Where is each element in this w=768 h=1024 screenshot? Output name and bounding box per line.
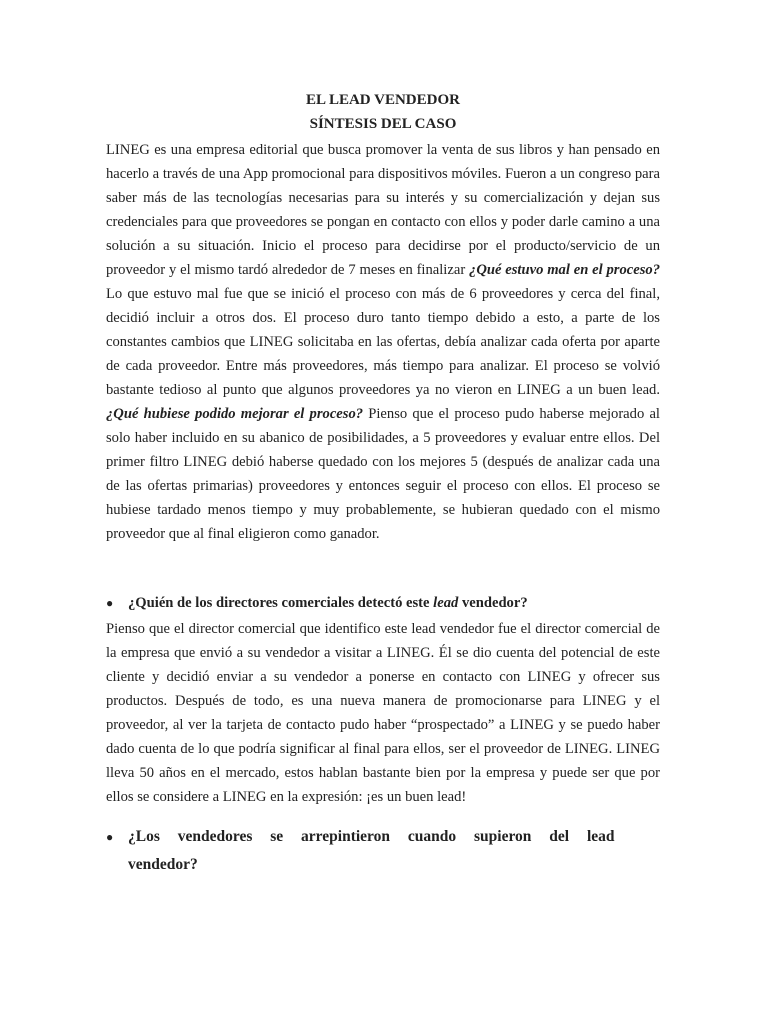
bullet-text-line: ¿Los vendedores se arrepintieron cuando supieron del lead [128, 828, 615, 845]
bullet-icon: ● [106, 596, 114, 610]
bullet-text-line: vendedor? [128, 856, 198, 873]
paragraph-text: Pienso que el proceso pudo haberse mejorado al solo haber incluido en su abanico de posibilidades, a 5 proveedores y evaluar entre ellos. Del primer filtro LINEG debió haberse quedado con los mejores 5 (después de analizar cada una de las ofertas primarias) proveedores y entonces seguir el proceso con ellos. El proceso se hubiese tardado menos tiempo y muy probablemente, se hubieran quedado con el mismo proveedor que al final eligieron como ganador. [106, 406, 660, 542]
bullet-text-part: ¿Quién de los directores comerciales detectó este [128, 595, 434, 611]
bullet-text-italic: lead [433, 595, 459, 611]
document-title: EL LEAD VENDEDOR [306, 92, 460, 108]
paragraph-text: LINEG es una empresa editorial que busca promover la venta de sus libros y han pensado en hacerlo a través de una App promocional para dispositivos móviles. Fueron a un congreso para saber más de las tecnologías necesarias para su interés y su comercialización y dejan sus credenciales para que proveedores se pongan en contacto con ellos y poder darle camino a una solución a su situación. Inicio el proceso para decidirse por el producto/servicio de un proveedor y el mismo tardó alrededor de 7 meses en finalizar [106, 142, 660, 278]
document-subtitle: SÍNTESIS DEL CASO [309, 116, 457, 132]
bullet-icon: ● [106, 830, 114, 844]
question-what-could-improve: ¿Qué hubiese podido mejorar el proceso? [106, 406, 364, 422]
case-summary-paragraph [106, 138, 660, 546]
document-page [106, 88, 660, 879]
bullet-question-sellers [106, 823, 660, 879]
bullet-text-part: vendedor? [458, 595, 528, 611]
bullet-text [128, 591, 660, 615]
bullet-text [128, 823, 660, 879]
question-what-went-wrong: ¿Qué estuvo mal en el proceso? [469, 262, 661, 278]
bullet-question-director [106, 591, 660, 615]
director-answer-paragraph: Pienso que el director comercial que identifico este lead vendedor fue el director comercial de la empresa que envió a su vendedor a visitar a LINEG. Él se dio cuenta del potencial de este cliente y decidió enviar a su vendedor a ponerse en contacto con LINEG y ofrecer sus productos. Después de todo, es una nueva manera de promocionarse para LINEG y el proveedor, al ver la tarjeta de contacto pudo haber “prospectado” a LINEG y se puedo haber dado cuenta de lo que podría significar al final para ellos, ser el proveedor de LINEG. LINEG lleva 50 años en el mercado, estos hablan bastante bien por la empresa y puede ser que por ellos se considere a LINEG en la expresión: ¡es un buen lead! [106, 621, 660, 805]
paragraph-text: Lo que estuvo mal fue que se inició el proceso con más de 6 proveedores y cerca del final, decidió incluir a otros dos. El proceso duro tanto tiempo debido a esto, a parte de los constantes cambios que LINEG solicitaba en las ofertas, debía analizar cada oferta por aparte de cada proveedor. Entre más proveedores, más tiempo para analizar. El proceso se volvió bastante tedioso al punto que algunos proveedores ya no vieron en LINEG a un buen lead. [106, 286, 660, 398]
